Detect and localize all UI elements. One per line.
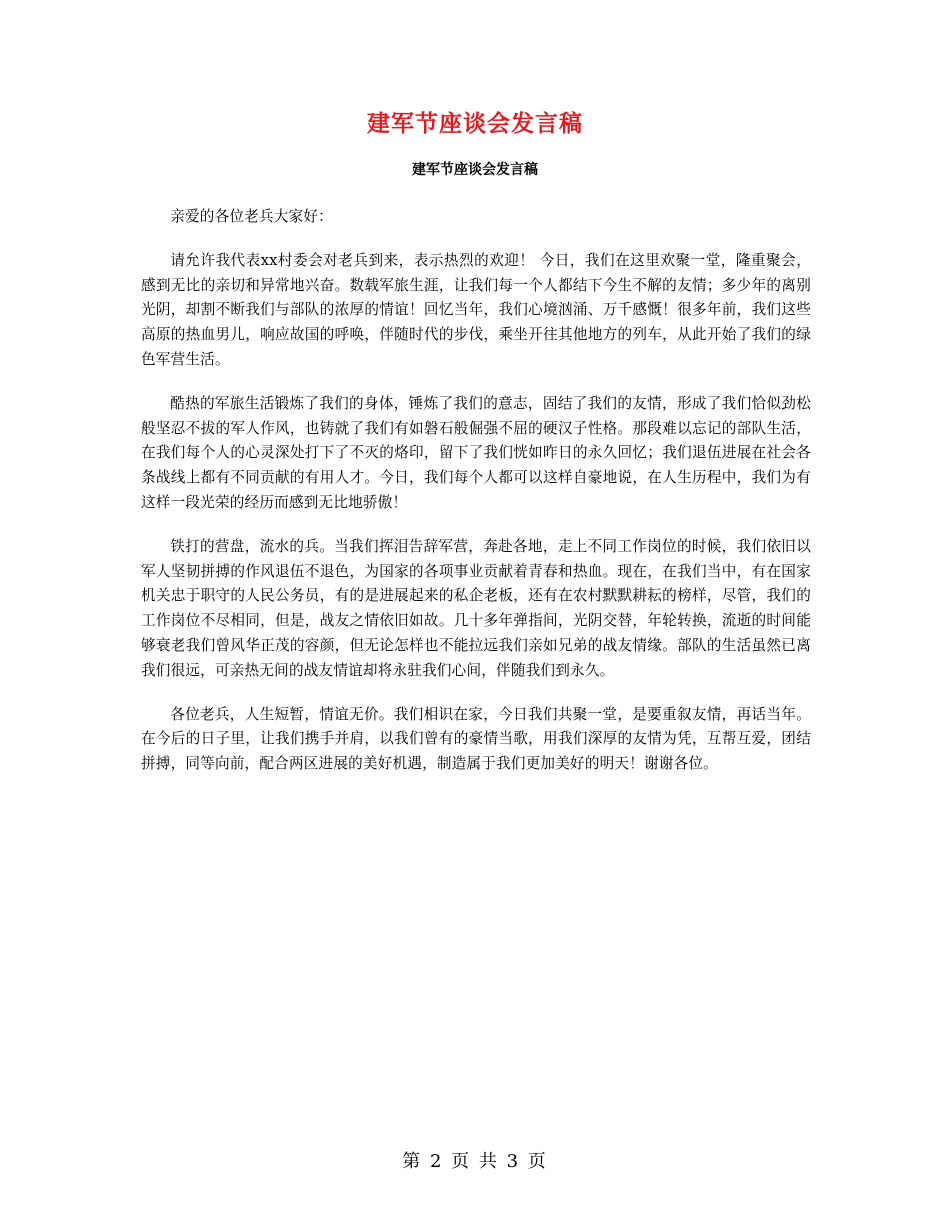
page-number-footer: 第 2 页 共 3 页 bbox=[402, 1151, 548, 1172]
document-title: 建军节座谈会发言稿 bbox=[367, 111, 583, 137]
body-paragraph: 请允许我代表xx村委会对老兵到来，表示热烈的欢迎！ 今日，我们在这里欢聚一堂，隆重聚会，感到无比的亲切和异常地兴奋。数载军旅生涯，让我们每一个人都结下今生不解的友情；多少年的离别光阴，却割不断我们与部队的浓厚的情谊！回忆当年，我们心境汹涌、万千感慨！很多年前，我们这些高原的热血男儿，响应故国的呼唤，伴随时代的步伐，乘坐开往其他地方的列车，从此开始了我们的绿色军营生活。 bbox=[141, 251, 811, 368]
body-paragraph: 酷热的军旅生活锻炼了我们的身体，锤炼了我们的意志，固结了我们的友情，形成了我们恰似劲松般坚忍不拔的军人作风，也铸就了我们有如磐石般倔强不屈的硬汉子性格。那段难以忘记的部队生活，在我们每个人的心灵深处打下了不灭的烙印，留下了我们恍如昨日的永久回忆；我们退伍进展在社会各条战线上都有不同贡献的有用人才。今日，我们每个人都可以这样自豪地说，在人生历程中，我们为有这样一段光荣的经历而感到无比地骄傲！ bbox=[141, 394, 811, 511]
document-subtitle: 建军节座谈会发言稿 bbox=[412, 162, 538, 178]
closing-paragraph: 各位老兵，人生短暂，情谊无价。我们相识在家，今日我们共聚一堂，是要重叙友情，再话当年。在今后的日子里，让我们携手并肩，以我们曾有的豪情当歌，用我们深厚的友情为凭，互帮互爱，团结拼搏，同等向前，配合两区进展的美好机遇，制造属于我们更加美好的明天！谢谢各位。 bbox=[141, 705, 811, 773]
document-body bbox=[141, 205, 811, 796]
greeting-paragraph: 亲爱的各位老兵大家好： bbox=[170, 208, 333, 225]
body-paragraph: 铁打的营盘，流水的兵。当我们挥泪告辞军营，奔赴各地，走上不同工作岗位的时候，我们依旧以军人坚韧拼搏的作风退伍不退色，为国家的各项事业贡献着青春和热血。现在，在我们当中，有在国家机关忠于职守的人民公务员，有的是进展起来的私企老板，还有在农村默默耕耘的榜样，尽管，我们的工作岗位不尽相同，但是，战友之情依旧如故。几十多年弹指间，光阴交替，年轮转换，流逝的时间能够衰老我们曾风华正茂的容颜，但无论怎样也不能拉远我们亲如兄弟的战友情缘。部队的生活虽然已离我们很远，可亲热无间的战友情谊却将永驻我们心间，伴随我们到永久。 bbox=[141, 537, 811, 679]
